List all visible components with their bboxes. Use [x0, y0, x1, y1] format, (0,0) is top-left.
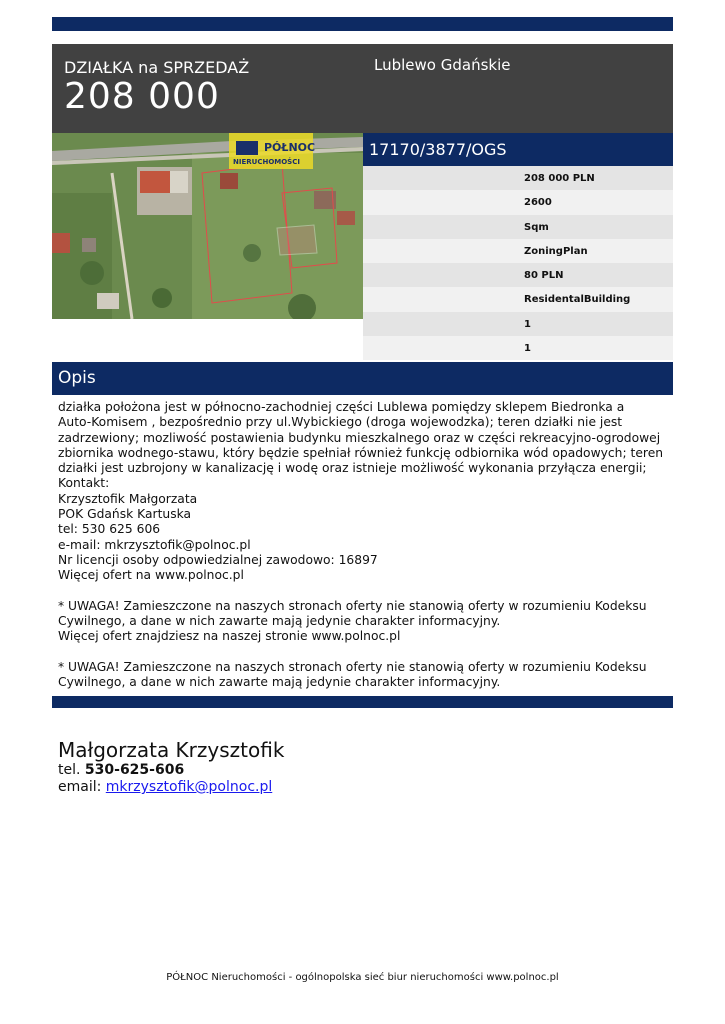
param-value: 208 000 PLN: [524, 173, 595, 184]
watermark-line1: PÓŁNOC: [264, 141, 316, 154]
agent-email-line: [58, 779, 284, 796]
agent-email-label: email:: [58, 779, 102, 795]
description-blank-line: [58, 584, 670, 599]
param-row: [363, 263, 673, 287]
description-line: * UWAGA! Zamieszczone na naszych stronach oferty nie stanowią oferty w rozumieniu Kodeksu: [58, 660, 647, 675]
param-row: [363, 190, 673, 214]
params-table: [363, 166, 673, 360]
param-value: 1: [524, 343, 531, 355]
bottom-accent-bar: [52, 696, 673, 708]
reference-bar: [363, 133, 673, 166]
agent-phone[interactable]: 530-625-606: [84, 762, 185, 778]
page-footer: PÓŁNOC Nieruchomości - ogólnopolska sieć biur nieruchomości www.polnoc.pl: [166, 972, 559, 983]
param-row: [363, 166, 673, 190]
description-line: Więcej ofert znajdziesz na naszej stronie www.polnoc.pl: [58, 629, 401, 644]
description-body: [58, 400, 670, 691]
offer-location: Lublewo Gdańskie: [374, 56, 511, 74]
param-row: [363, 336, 673, 360]
polnoc-logo-icon: [236, 141, 258, 155]
watermark-line2: NIERUCHOMOŚCI: [233, 158, 300, 166]
reference-number: 17170/3877/OGS: [369, 140, 507, 159]
offer-header: [52, 44, 673, 133]
param-value: 2600: [524, 197, 552, 209]
agent-phone-label: tel.: [58, 762, 81, 778]
top-accent-bar: [52, 17, 673, 31]
param-value: 80 PLN: [524, 270, 564, 282]
description-line: Cywilnego, a dane w nich zawarte mają jedynie charakter informacyjny.: [58, 614, 501, 629]
description-line: e-mail: mkrzysztofik@polnoc.pl: [58, 537, 251, 552]
param-value: Sqm: [524, 221, 549, 233]
param-value: ZoningPlan: [524, 245, 588, 257]
description-line: * UWAGA! Zamieszczone na naszych stronach oferty nie stanowią oferty w rozumieniu Kodeksu: [58, 598, 647, 613]
agent-name: Małgorzata Krzysztofik: [58, 738, 285, 762]
agent-contact: [58, 738, 284, 796]
param-value: ResidentalBuilding: [524, 294, 631, 306]
param-row: [363, 312, 673, 336]
param-row: [363, 287, 673, 311]
description-blank-line: [58, 645, 670, 660]
description-line: zadrzewiony; mozliwość postawienia budynku mieszkalnego oraz w części rekreacyjno-ogrodowej: [58, 430, 661, 445]
param-value: 1: [524, 318, 531, 330]
description-title: Opis: [58, 368, 96, 388]
description-line: Kontakt:: [58, 476, 110, 491]
property-aerial-photo: [52, 133, 363, 319]
description-line: Cywilnego, a dane w nich zawarte mają jedynie charakter informacyjny.: [58, 675, 501, 690]
description-line: działka położona jest w północno-zachodniej części Lublewa pomiędzy sklepem Biedronka a: [58, 400, 625, 414]
description-section-header: [52, 362, 673, 395]
description-line: Krzysztofik Małgorzata: [58, 491, 198, 506]
description-line: tel: 530 625 606: [58, 522, 161, 537]
param-row: [363, 239, 673, 263]
description-line: POK Gdańsk Kartuska: [58, 507, 192, 522]
param-row: [363, 215, 673, 239]
description-line: Więcej ofert na www.polnoc.pl: [58, 568, 244, 583]
description-line: działki jest uzbrojony w kanalizację i wodę oraz istnieje możliwość wykonania przyłącza energii;: [58, 461, 647, 476]
offer-price: 208 000: [64, 76, 220, 117]
description-line: Auto-Komisem , bezpośrednio przy ul.Wybickiego (droga wojewodzka); teren działki nie jest: [58, 415, 623, 430]
description-line: zbiornika wodnego-stawu, który będzie spełniał również funkcję odbiornika wód opadowych; teren: [58, 445, 664, 460]
agent-phone-line: [58, 762, 284, 779]
agent-email-link[interactable]: mkrzysztofik@polnoc.pl: [105, 779, 273, 795]
description-line: Nr licencji osoby odpowiedzialnej zawodowo: 16897: [58, 552, 378, 567]
offer-type: DZIAŁKA na SPRZEDAŻ: [64, 58, 250, 77]
